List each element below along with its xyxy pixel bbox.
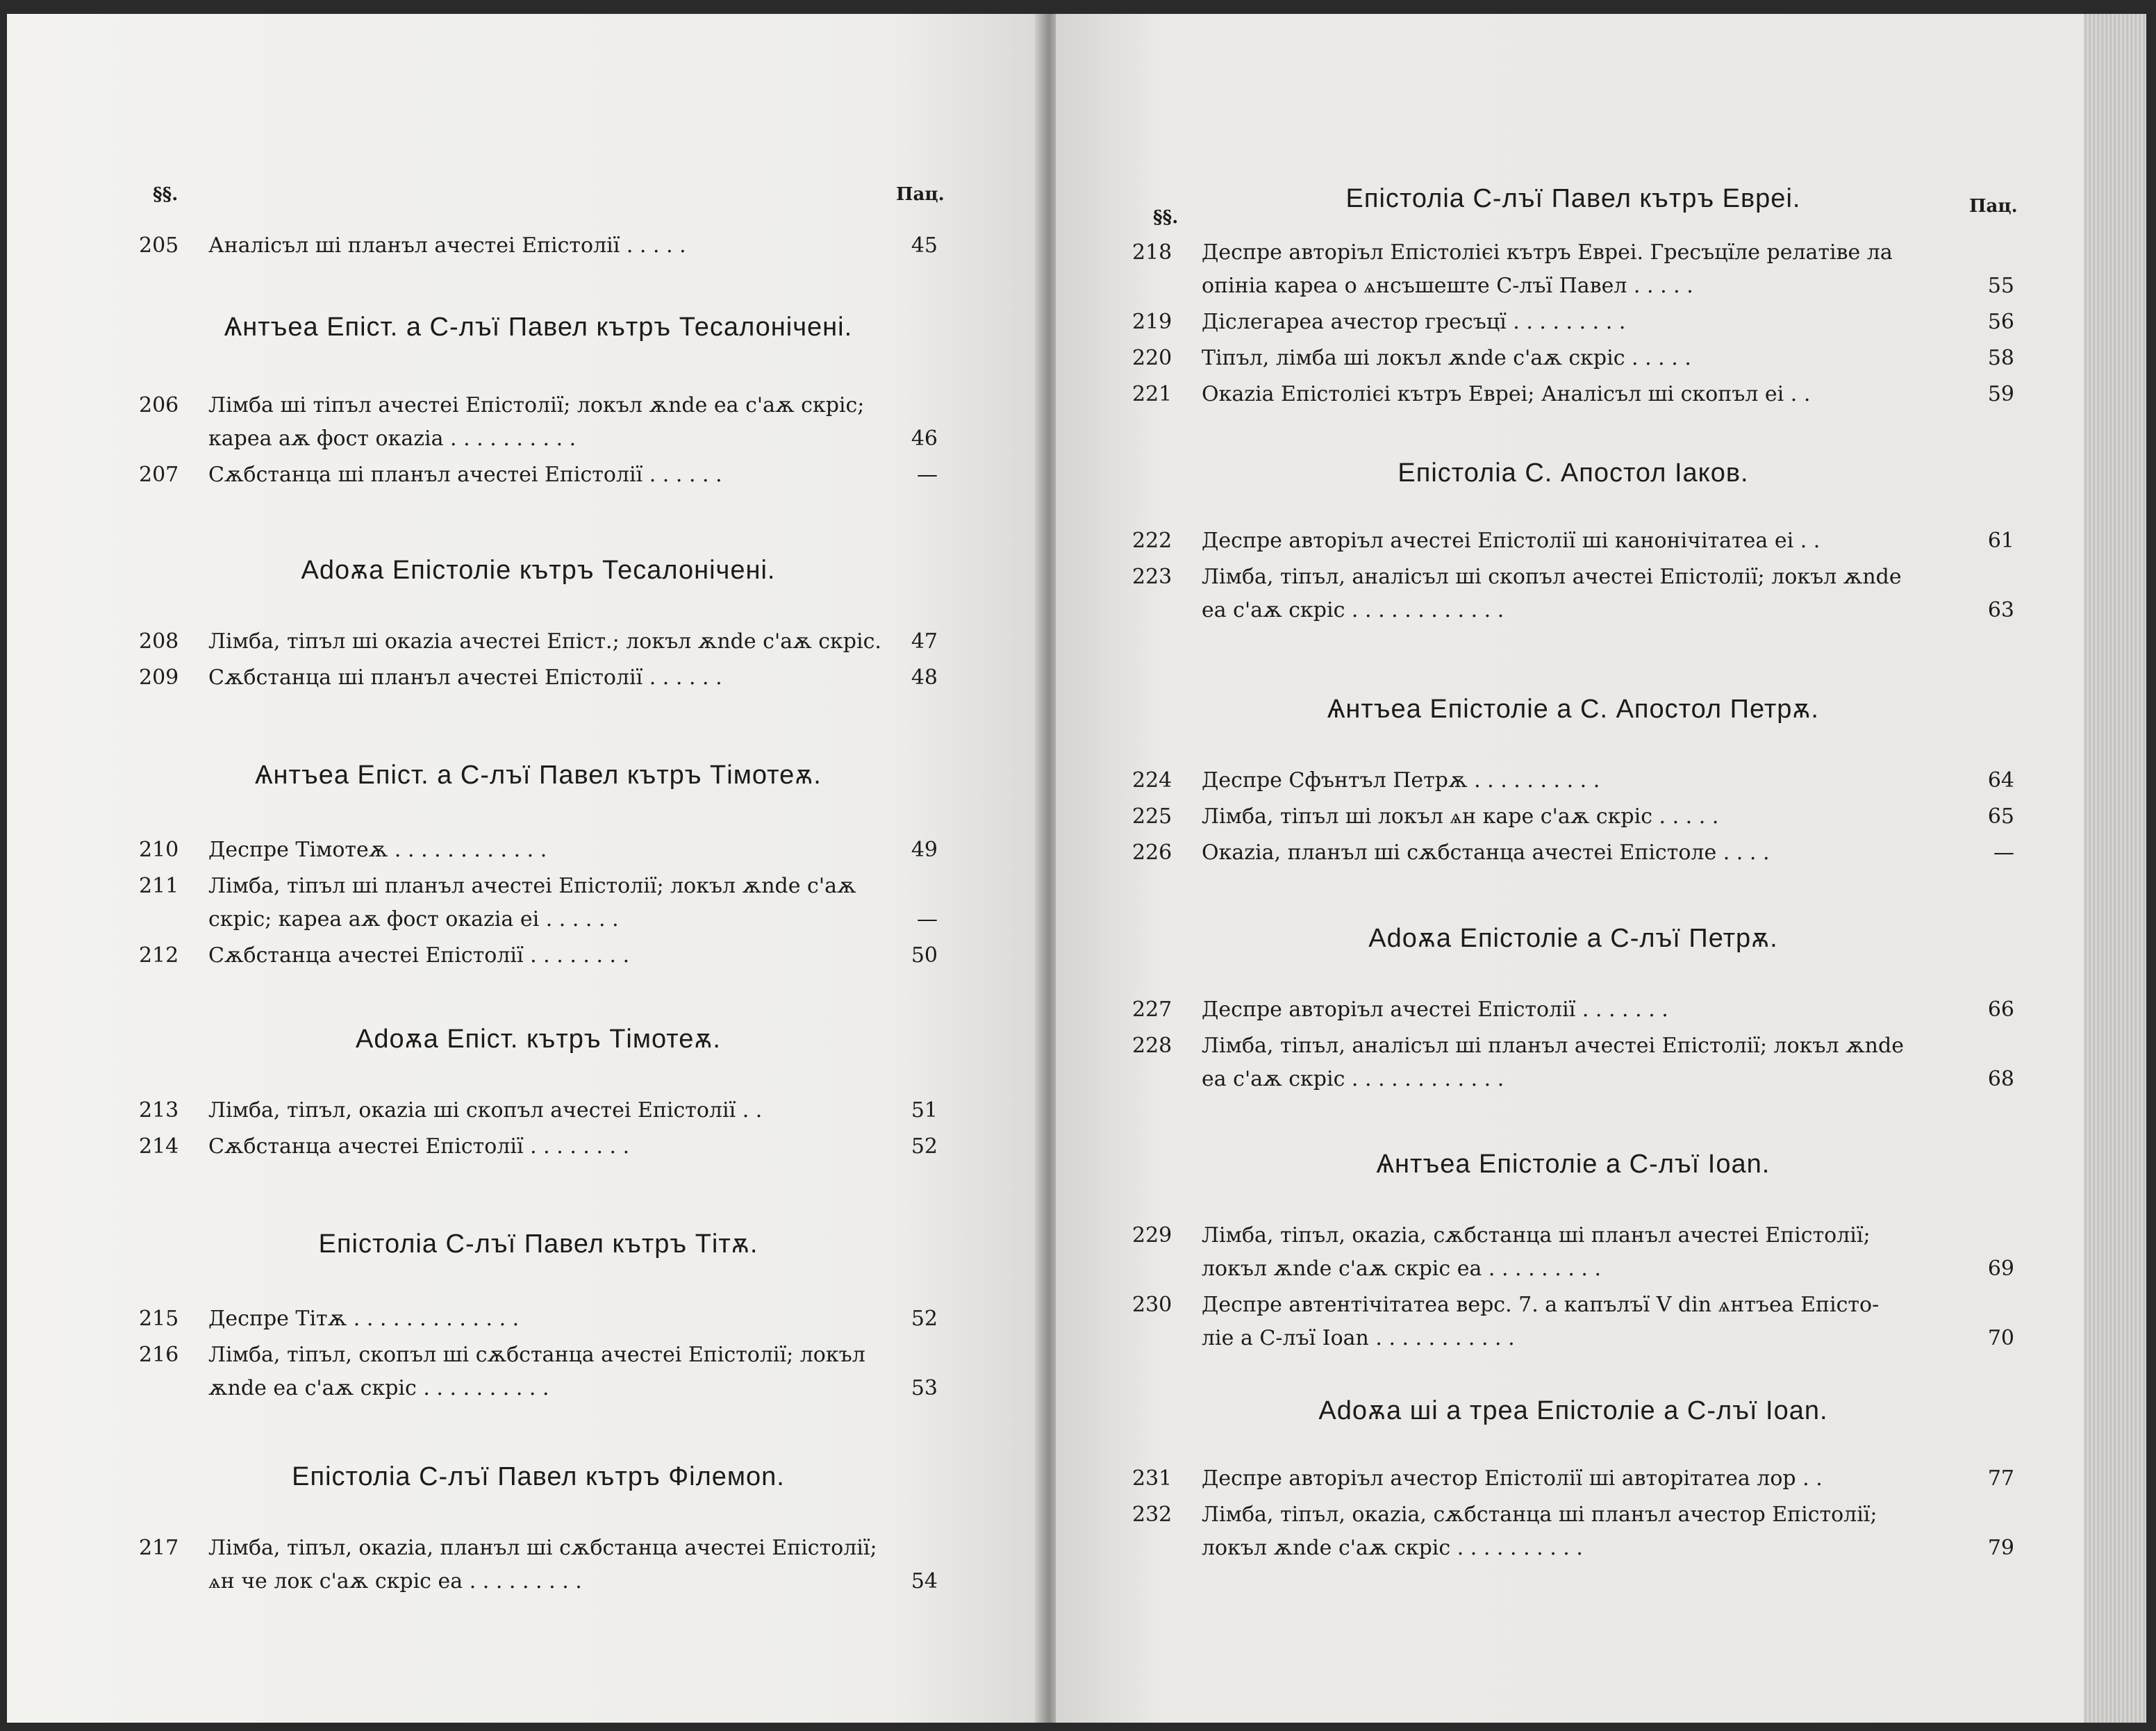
entry-text-line: Деспре авторіъл ачестеі Епістолії . . . . . . . <box>1202 997 1668 1022</box>
entry-text-line: Лімба, тіпъл, аналісъл ші планъл ачестеі Епістолії; локъл ѫnde <box>1202 1034 1904 1058</box>
entry-number: 208 <box>139 629 179 654</box>
entry-text-line: Лімба, тіпъл ші планъл ачестеі Епістолії; локъл ѫnde с'аѫ <box>208 874 856 898</box>
entry-page-number: 59 <box>1987 382 2014 406</box>
right-toc-entry <box>1132 378 2028 411</box>
right-toc-entry <box>1132 1029 2028 1096</box>
entry-number: 217 <box>139 1536 179 1560</box>
entry-text-line: Деспре авторіъл ачестор Епістолії ші авторітатеа лор . . <box>1202 1466 1823 1491</box>
entry-page-number: 45 <box>911 233 938 258</box>
left-section-heading: Ѧнтъеа Епіст. а С-лъї Павел кътръ Тімотеѫ. <box>255 761 822 790</box>
entry-page-number: 47 <box>911 629 938 654</box>
right-section-heading: Ѧнтъеа Епістоліе а С. Апостол Петрѫ. <box>1327 695 1819 724</box>
right-toc-entry <box>1132 306 2028 339</box>
left-toc-entry <box>139 1532 952 1598</box>
entry-text-line: еа с'аѫ скріс . . . . . . . . . . . . <box>1202 598 1504 622</box>
right-page-column-label: Пац. <box>1969 196 2018 217</box>
right-toc-entry <box>1132 1219 2028 1286</box>
right-toc-entry <box>1132 342 2028 375</box>
right-toc-entry <box>1132 1289 2028 1355</box>
entry-page-number: 46 <box>911 426 938 451</box>
entry-text-line: ѧн че лок с'аѫ скріс еа . . . . . . . . . <box>208 1569 582 1593</box>
entry-text-line: Окаzіа, планъл ші сѫбстанца ачестеі Епістоле . . . . <box>1202 840 1770 865</box>
left-toc-entry <box>139 1339 952 1405</box>
entry-text-line: Сѫбстанца ші планъл ачестеі Епістолії . . . . . . <box>208 463 722 487</box>
left-section-symbol: §§. <box>153 184 179 205</box>
entry-page-number: 70 <box>1987 1326 2014 1350</box>
entry-number: 229 <box>1132 1223 1172 1248</box>
entry-page-number: 55 <box>1987 274 2014 298</box>
entry-text-line: Деспре автентічітатеа верс. 7. а капълъї V din ѧнтъеа Епісто- <box>1202 1293 1880 1317</box>
entry-page-number: 52 <box>911 1307 938 1331</box>
entry-text-line: локъл ѫnde с'аѫ скріс еа . . . . . . . . . <box>1202 1257 1602 1281</box>
entry-page-number: 52 <box>911 1134 938 1159</box>
entry-page-number: 56 <box>1987 310 2014 334</box>
right-toc-entry <box>1132 1498 2028 1565</box>
entry-text-line: ліе а С-лъї Іоаn . . . . . . . . . . . <box>1202 1326 1515 1350</box>
entry-text-line: локъл ѫnde с'аѫ скріс . . . . . . . . . . <box>1202 1536 1583 1560</box>
right-toc-entry <box>1132 836 2028 870</box>
entry-text-line: Деспре Сфънтъл Петрѫ . . . . . . . . . . <box>1202 768 1600 793</box>
page-edges <box>2084 14 2146 1723</box>
entry-number: 231 <box>1132 1466 1172 1491</box>
entry-page-number: — <box>917 907 938 931</box>
entry-text-line: Аналісъл ші планъл ачестеі Епістолії . . . . . <box>208 233 686 258</box>
entry-text-line: Деспре Тітѫ . . . . . . . . . . . . . <box>208 1307 520 1331</box>
left-section-heading: Епістоліа С-лъї Павел кътръ Філемоn. <box>292 1462 785 1491</box>
entry-text-line: Лімба ші тіпъл ачестеі Епістолії; локъл ѫnde еа с'аѫ скріс; <box>208 393 865 417</box>
entry-number: 232 <box>1132 1502 1172 1527</box>
entry-text-line: Лімба, тіпъл, аналісъл ші скопъл ачестеі Епістолії; локъл ѫnde <box>1202 565 1902 589</box>
right-section-heading: Adoѫа Епістоліе а С-лъї Петрѫ. <box>1368 924 1778 953</box>
entry-number: 209 <box>139 665 179 690</box>
entry-number: 219 <box>1132 310 1172 334</box>
entry-page-number: 58 <box>1987 346 2014 370</box>
entry-number: 221 <box>1132 382 1172 406</box>
right-section-heading: Епістоліа С. Апостол Іаков. <box>1398 458 1749 488</box>
entry-page-number: 77 <box>1987 1466 2014 1491</box>
left-toc-entry <box>139 1094 952 1127</box>
left-section-heading: Adoѫа Епіст. кътръ Тімотеѫ. <box>355 1025 721 1054</box>
entry-number: 212 <box>139 943 179 968</box>
left-toc-entry <box>139 939 952 972</box>
entry-text-line: Лімба, тіпъл, скопъл ші сѫбстанца ачестеі Епістолії; локъл <box>208 1343 865 1367</box>
right-section-symbol: §§. <box>1153 207 1179 228</box>
entry-page-number: 68 <box>1987 1067 2014 1091</box>
entry-number: 218 <box>1132 240 1172 265</box>
entry-text-line: Лімба, тіпъл, окаzіа, сѫбстанца ші планъл ачестор Епістолії; <box>1202 1502 1877 1527</box>
entry-page-number: 65 <box>1987 804 2014 829</box>
right-toc-entry <box>1132 764 2028 797</box>
right-toc-entry <box>1132 561 2028 627</box>
entry-page-number: — <box>1993 840 2014 865</box>
left-toc-entry <box>139 834 952 867</box>
entry-text-line: Деспре Тімотеѫ . . . . . . . . . . . . <box>208 838 547 862</box>
entry-page-number: 51 <box>911 1098 938 1123</box>
entry-number: 225 <box>1132 804 1172 829</box>
entry-number: 222 <box>1132 529 1172 553</box>
entry-text-line: Деспре авторіъл ачестеі Епістолії ші канонічітатеа еі . . <box>1202 529 1821 553</box>
left-section-heading: Епістоліа С-лъї Павел кътръ Тітѫ. <box>318 1229 758 1259</box>
left-section-heading: Adoѫа Епістоліе кътръ Тесалонічені. <box>301 556 776 585</box>
entry-page-number: 49 <box>911 838 938 862</box>
entry-number: 207 <box>139 463 179 487</box>
entry-number: 230 <box>1132 1293 1172 1317</box>
entry-text-line: Лімба, тіпъл, окаzіа, планъл ші сѫбстанца ачестеі Епістолії; <box>208 1536 877 1560</box>
entry-text-line: Лімба, тіпъл ші локъл ѧн каре с'аѫ скріс . . . . . <box>1202 804 1719 829</box>
left-toc-entry <box>139 229 952 263</box>
entry-text-line: Лімба, тіпъл ші окаzіа ачестеі Епіст.; локъл ѫnde с'аѫ скріс. <box>208 629 881 654</box>
left-page-column-label: Пац. <box>896 184 945 205</box>
entry-page-number: 54 <box>911 1569 938 1593</box>
entry-text-line: Деспре авторіъл Епістолієі кътръ Евреі. Гресъцїле релатіве ла <box>1202 240 1893 265</box>
entry-number: 226 <box>1132 840 1172 865</box>
left-toc-entry <box>139 1130 952 1163</box>
entry-text-line: Лімба, тіпъл, окаzіа, сѫбстанца ші планъл ачестеі Епістолії; <box>1202 1223 1871 1248</box>
entry-number: 216 <box>139 1343 179 1367</box>
left-toc-entry <box>139 458 952 492</box>
entry-page-number: 66 <box>1987 997 2014 1022</box>
entry-text-line: Діслегареа ачестор гресъцї . . . . . . . . . <box>1202 310 1626 334</box>
left-toc-entry <box>139 1302 952 1336</box>
entry-number: 211 <box>139 874 179 898</box>
right-toc-entry <box>1132 993 2028 1027</box>
entry-page-number: 64 <box>1987 768 2014 793</box>
entry-number: 206 <box>139 393 179 417</box>
entry-number: 220 <box>1132 346 1172 370</box>
entry-number: 223 <box>1132 565 1172 589</box>
entry-page-number: 61 <box>1987 529 2014 553</box>
entry-number: 213 <box>139 1098 179 1123</box>
entry-text-line: кареа аѫ фост окаzіа . . . . . . . . . . <box>208 426 577 451</box>
entry-page-number: 69 <box>1987 1257 2014 1281</box>
entry-number: 224 <box>1132 768 1172 793</box>
entry-page-number: 79 <box>1987 1536 2014 1560</box>
entry-text-line: Тіпъл, лімба ші локъл ѫnde с'аѫ скріс . . . . . <box>1202 346 1691 370</box>
entry-text-line: ѫnde еа с'аѫ скріс . . . . . . . . . . <box>208 1376 549 1400</box>
left-toc-entry <box>139 661 952 695</box>
entry-page-number: 50 <box>911 943 938 968</box>
entry-text-line: Сѫбстанца ачестеі Епістолії . . . . . . . . <box>208 1134 630 1159</box>
entry-number: 210 <box>139 838 179 862</box>
entry-text-line: еа с'аѫ скріс . . . . . . . . . . . . <box>1202 1067 1504 1091</box>
entry-text-line: опініа кареа о ѧнсъшеште С-лъї Павел . . . . . <box>1202 274 1693 298</box>
entry-number: 215 <box>139 1307 179 1331</box>
right-section-heading: Епістоліа С-лъї Павел кътръ Евреі. <box>1345 184 1801 213</box>
entry-number: 227 <box>1132 997 1172 1022</box>
entry-page-number: 63 <box>1987 598 2014 622</box>
right-toc-entry <box>1132 236 2028 303</box>
right-toc-entry <box>1132 1462 2028 1496</box>
left-toc-entry <box>139 389 952 456</box>
entry-number: 228 <box>1132 1034 1172 1058</box>
left-toc-entry <box>139 870 952 936</box>
entry-text-line: Окаzіа Епістолієі кътръ Евреі; Аналісъл ші скопъл еі . . <box>1202 382 1811 406</box>
entry-number: 205 <box>139 233 179 258</box>
entry-text-line: скріс; кареа аѫ фост окаzіа еі . . . . . . <box>208 907 619 931</box>
entry-text-line: Сѫбстанца ачестеі Епістолії . . . . . . . . <box>208 943 630 968</box>
entry-number: 214 <box>139 1134 179 1159</box>
entry-text-line: Лімба, тіпъл, окаzіа ші скопъл ачестеі Епістолії . . <box>208 1098 763 1123</box>
left-toc-entry <box>139 625 952 659</box>
left-section-heading: Ѧнтъеа Епіст. а С-лъї Павел кътръ Тесалонічені. <box>224 313 853 342</box>
right-section-heading: Ѧнтъеа Епістоліе а С-лъї Іоаn. <box>1376 1150 1771 1179</box>
right-toc-entry <box>1132 524 2028 558</box>
right-page <box>1056 14 2139 1723</box>
entry-page-number: 48 <box>911 665 938 690</box>
left-page <box>7 14 1049 1723</box>
entry-page-number: 53 <box>911 1376 938 1400</box>
right-section-heading: Adoѫа ші а треа Епістоліе а С-лъї Іоаn. <box>1318 1396 1828 1425</box>
right-toc-entry <box>1132 800 2028 834</box>
entry-text-line: Сѫбстанца ші планъл ачестеі Епістолії . . . . . . <box>208 665 722 690</box>
entry-page-number: — <box>917 463 938 487</box>
